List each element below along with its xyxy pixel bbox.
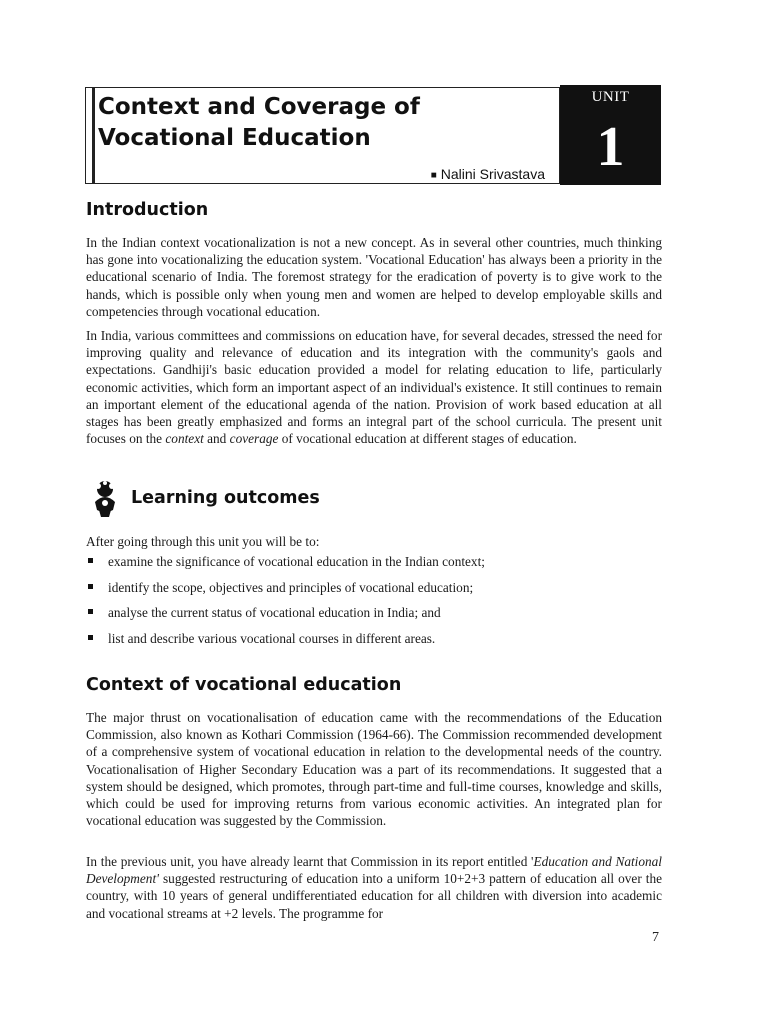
bullet-icon (88, 609, 93, 614)
list-item: list and describe various vocational courses in different areas. (86, 630, 662, 656)
bullet-icon (88, 635, 93, 640)
unit-number: 1 (596, 116, 625, 178)
context-heading: Context of vocational education (86, 675, 402, 695)
page-number: 7 (652, 930, 659, 945)
title-rule (92, 88, 95, 183)
context-paragraph-1: The major thrust on vocationalisation of education came with the recommendations of the Education Commission, also known as Kothari Commission (1964-66). The Commission recommended development of a comprehensive system of vocational education in relation to the developmental needs of the country. Vocationalisation of Higher Secondary Education was a part of its recommendations. It suggested that a system should be designed, which promotes, through part-time and full-time courses, knowledge and skills, which could be used for improving returns from various economic activities. An integrated plan for vocational education was suggested by the Commission. (86, 710, 662, 829)
author-bullet-icon: ■ (430, 170, 437, 181)
context-paragraph-2: In the previous unit, you have already learnt that Commission in its report entitled 'Education and National Development' suggested restructuring of education into a uniform 10+2+3 pattern of education all over the country, with 10 years of general undifferentiated education for all children with diversion into academic and vocational streams at +2 levels. The programme for (86, 854, 662, 921)
unit-title-line-1: Context and Coverage of (98, 94, 420, 120)
author-name: Nalini Srivastava (440, 166, 545, 182)
introduction-paragraph-2: In India, various committees and commissions on education have, for several decades, stressed the need for improving quality and relevance of education and its integration with the community's gaols and expectations. Gandhiji's basic education provided a model for relating education to life, particularly economic activities, which form an important aspect of an individual's existence. It still continues to remain an important element of the educational agenda of the nation. Provision of work based education at all stages has been greatly emphasized and forms an integral part of the school curricula. The present unit focuses on the context and coverage of vocational education at different stages of education. (86, 328, 662, 447)
list-item: examine the significance of vocational education in the Indian context; (86, 553, 662, 579)
unit-label: UNIT (591, 89, 630, 105)
unit-title (98, 92, 518, 154)
unit-title-line-2: Vocational Education (98, 125, 371, 151)
author-line (431, 166, 545, 182)
learning-outcomes-list (86, 553, 662, 655)
list-item: identify the scope, objectives and principles of vocational education; (86, 579, 662, 605)
introduction-paragraph-1: In the Indian context vocationalization is not a new concept. As in several other countries, much thinking has gone into vocationalizing the education system. 'Vocational Education' has always been a priority in the educational scenario of India. The foremost strategy for the eradication of poverty is to give work to the hands, which is possible only when young men and women are helped to develop employable skills and competencies through vocational education. (86, 235, 662, 319)
thinking-head-icon (88, 480, 122, 518)
bullet-icon (88, 584, 93, 589)
list-item: analyse the current status of vocational education in India; and (86, 604, 662, 630)
learning-outcomes-intro: After going through this unit you will be to: (86, 534, 320, 549)
learning-outcomes-heading: Learning outcomes (131, 488, 320, 508)
introduction-heading: Introduction (86, 200, 209, 220)
title-box (85, 87, 560, 184)
bullet-icon (88, 558, 93, 563)
unit-badge (560, 85, 661, 185)
